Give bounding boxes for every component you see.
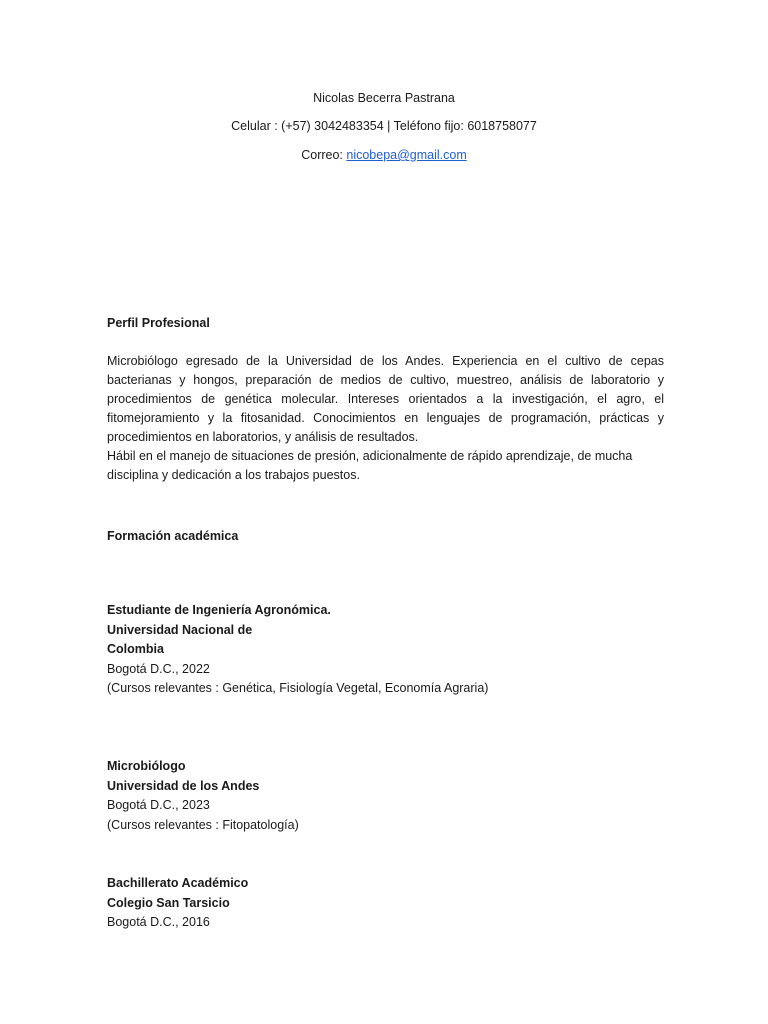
education-courses: (Cursos relevantes : Fitopatología) bbox=[107, 817, 299, 832]
education-entry bbox=[107, 601, 488, 699]
education-institution: Universidad de los Andes bbox=[107, 778, 260, 793]
education-entry bbox=[107, 874, 248, 933]
profile-paragraph: Microbiólogo egresado de la Universidad de los Andes. Experiencia en el cultivo de cepas bacterianas y hongos, preparación de medios de cultivo, muestreo, análisis de laboratorio y procedimientos de genética molecular. Intereses orientados a la investigación, el agro, el fitomejoramiento y la fitosanidad. Conocimientos en lenguajes de programación, prácticas y procedimientos en laboratorios, y análisis de resultados. bbox=[107, 354, 664, 444]
education-degree: Bachillerato Académico bbox=[107, 876, 249, 890]
education-degree: Estudiante de Ingeniería Agronómica. bbox=[107, 603, 331, 617]
candidate-name: Nicolas Becerra Pastrana bbox=[313, 91, 455, 105]
education-place-year: Bogotá D.C., 2023 bbox=[107, 798, 210, 812]
email-label: Correo: bbox=[301, 148, 347, 162]
education-section-title: Formación académica bbox=[107, 529, 239, 543]
education-entry bbox=[107, 757, 299, 835]
phone-line: Celular : (+57) 3042483354 | Teléfono fijo: 6018758077 bbox=[231, 119, 537, 133]
profile-section-title: Perfil Profesional bbox=[107, 316, 210, 330]
education-place-year: Bogotá D.C., 2022 bbox=[107, 661, 210, 676]
profile-line-2: Hábil en el manejo de situaciones de presión, adicionalmente de rápido aprendizaje, de mucha bbox=[107, 449, 633, 463]
education-courses: (Cursos relevantes : Genética, Fisiología Vegetal, Economía Agraria) bbox=[107, 681, 489, 695]
education-degree: Microbiólogo bbox=[107, 759, 186, 773]
profile-text bbox=[107, 352, 664, 485]
education-institution-cont: Colombia bbox=[107, 642, 164, 656]
email-link[interactable]: nicobepa@gmail.com bbox=[346, 148, 467, 162]
profile-line-3: disciplina y dedicación a los trabajos puestos. bbox=[107, 468, 360, 482]
education-institution: Colegio San Tarsicio bbox=[107, 895, 230, 910]
education-institution: Universidad Nacional de bbox=[107, 622, 253, 637]
education-place-year: Bogotá D.C., 2016 bbox=[107, 915, 210, 929]
email-line bbox=[0, 147, 768, 163]
